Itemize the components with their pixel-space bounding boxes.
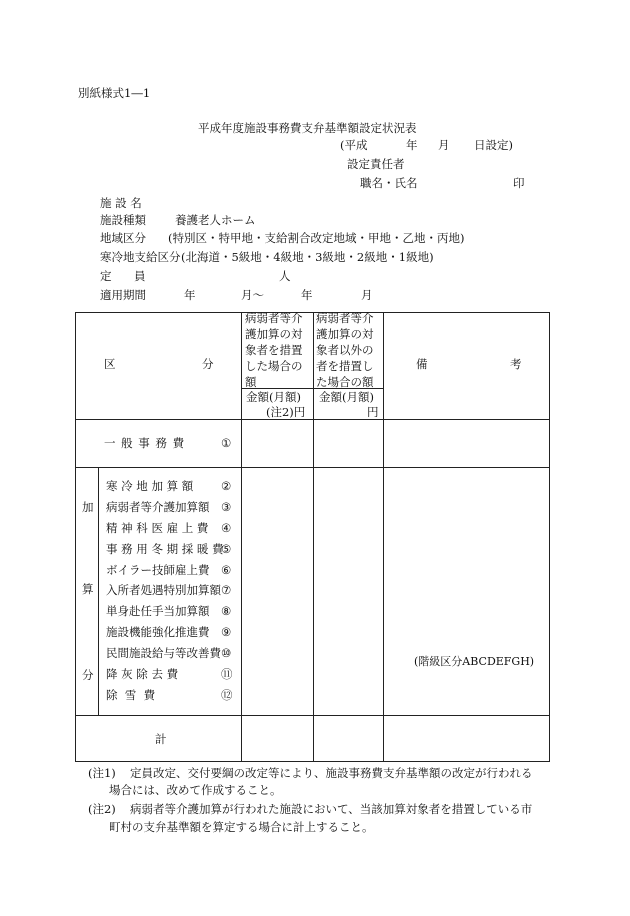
remark-item: (階級区分ABCDEFGH): [414, 655, 535, 668]
item-num: ②: [221, 479, 232, 493]
kasanbun-divider: [98, 467, 99, 715]
item-label: 民間施設給与等改善費: [106, 646, 221, 660]
period-month-1: 月〜: [241, 288, 264, 302]
item-label: 単身赴任手当加算額: [106, 604, 210, 618]
total-divider: [75, 715, 550, 716]
period-label: 適用期間: [100, 288, 146, 302]
capacity-unit: 人: [279, 269, 291, 283]
period-month-2: 月: [361, 288, 373, 302]
responsible-title-name: 職名・氏名: [360, 176, 418, 190]
col1-unit-2: (注2)円: [266, 405, 306, 419]
item-num: ⑨: [221, 625, 232, 639]
item-label: 施設機能強化推進費: [106, 625, 210, 639]
kasanbun-char: 分: [82, 668, 94, 682]
date-day: 日設定): [474, 138, 513, 152]
note-line: 定員改定、交付要綱の改定等により、施設事務費支弁基準額の改定が行われる: [130, 766, 533, 780]
item-num: ⑥: [221, 563, 232, 577]
cold-label: 寒冷地支給区分: [100, 250, 181, 264]
date-month: 月: [438, 138, 450, 152]
capacity-label-2: 員: [134, 269, 146, 283]
item-num: ⑧: [221, 604, 232, 618]
item-label: 寒 冷 地 加 算 額: [106, 479, 194, 493]
date-year: 年: [406, 138, 418, 152]
header-ku: 区: [104, 357, 116, 371]
total-label: 計: [155, 732, 167, 746]
kasanbun-char: 算: [82, 582, 94, 596]
col1-header-line: 護加算の対: [245, 327, 303, 341]
col2-header-line: 病弱者等介: [316, 311, 374, 325]
item-num: ④: [221, 521, 232, 535]
cold-value: (北海道・5級地・4級地・3級地・2級地・1級地): [181, 250, 434, 264]
period-year-1: 年: [184, 288, 196, 302]
date-era: (平成: [340, 138, 368, 152]
item-label: 入所者処遇特別加算額: [106, 583, 221, 597]
kasanbun-char: 加: [82, 500, 94, 514]
item-num: ⑤: [221, 542, 232, 556]
header-divider: [75, 419, 550, 420]
header-bun: 分: [202, 357, 214, 371]
page-title: 平成年度施設事務費支弁基準額設定状況表: [198, 121, 417, 135]
col1-header-line: 象者を措置: [245, 343, 303, 357]
col1-unit-1: 金額(月額): [246, 390, 301, 404]
general-num: ①: [221, 436, 232, 450]
remarks-header-1: 備: [416, 357, 428, 371]
period-year-2: 年: [301, 288, 313, 302]
col2-unit-1: 金額(月額): [319, 390, 374, 404]
item-label: 事 務 用 冬 期 採 暖 費: [106, 542, 224, 556]
capacity-label-1: 定: [100, 269, 112, 283]
general-divider: [75, 467, 550, 468]
col-divider-2: [313, 312, 314, 762]
col2-header-line: 護加算の対: [316, 327, 374, 341]
table-border-left: [75, 312, 76, 762]
facility-type-value: 養護老人ホーム: [175, 213, 256, 227]
item-label: ボイラー技師雇上費: [106, 563, 210, 577]
col2-header-line: 象者以外の: [316, 343, 374, 357]
facility-name-label: 施 設 名: [100, 196, 142, 210]
item-num: ⑦: [221, 583, 232, 597]
col1-header-line: 額: [245, 375, 257, 389]
item-label: 病弱者等介護加算額: [106, 500, 210, 514]
general-label: 一 般 事 務 費: [104, 436, 186, 450]
col2-header-line: た場合の額: [316, 375, 374, 389]
note-line: 場合には、改めて作成すること。: [109, 783, 282, 797]
item-num: ⑪: [221, 667, 233, 681]
note-tag: (注2): [88, 802, 116, 816]
item-num: ⑫: [221, 688, 233, 702]
note-line: 町村の支弁基準額を算定する場合に計上すること。: [109, 820, 374, 834]
form-id: 別紙様式1―1: [78, 86, 151, 100]
facility-type-label: 施設種類: [100, 213, 146, 227]
note-line: 病弱者等介護加算が行われた施設において、当該加算対象者を措置している市: [130, 802, 533, 816]
item-label: 精 神 科 医 雇 上 費: [106, 521, 209, 535]
seal-mark: 印: [513, 176, 525, 190]
remarks-header-2: 考: [510, 357, 522, 371]
col-divider-1: [241, 312, 242, 762]
region-value: (特別区・特甲地・支給割合改定地域・甲地・乙地・丙地): [168, 231, 465, 245]
col1-header-line: 病弱者等介: [245, 311, 303, 325]
item-num: ③: [221, 500, 232, 514]
col2-unit-2: 円: [367, 405, 379, 419]
note-tag: (注1): [88, 766, 116, 780]
region-label: 地域区分: [100, 231, 146, 245]
col-divider-3: [383, 312, 384, 762]
item-label: 除 雪 費: [106, 688, 156, 702]
item-num: ⑩: [221, 646, 232, 660]
col1-header-line: した場合の: [245, 359, 303, 373]
responsible-label: 設定責任者: [347, 157, 405, 171]
col2-header-line: 者を措置し: [316, 359, 374, 373]
table-border-right: [549, 312, 550, 762]
item-label: 降 灰 除 去 費: [106, 667, 179, 681]
